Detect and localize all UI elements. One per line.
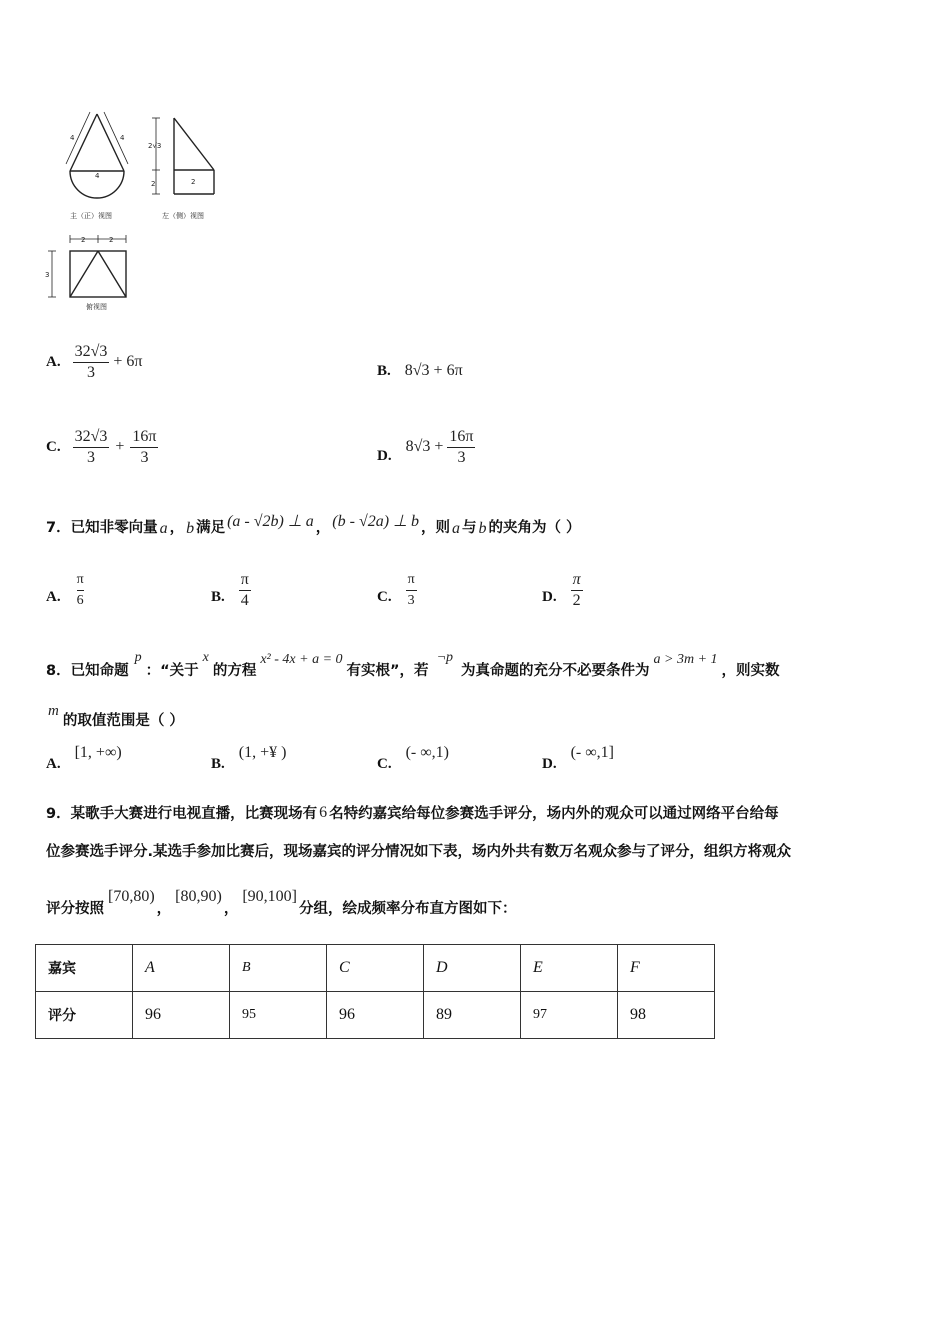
stem-text: 与 [462,519,477,536]
fraction [75,571,86,610]
score-cell: 96 [327,992,424,1039]
q6-option-b[interactable] [377,362,463,380]
dim-top-right: 2 [109,236,114,244]
stem-text: ， [223,901,239,917]
stem-text: 的取值范围是（ ） [62,713,184,729]
numerator: π [76,571,84,587]
stem-text: ， [169,519,185,536]
denominator: 3 [407,592,415,608]
denominator: 6 [77,590,84,610]
fraction [73,343,110,382]
stem-text: 满足 [196,519,226,536]
var-p: p [134,650,142,665]
q6-option-a[interactable] [46,340,142,384]
guest-cell: B [230,945,327,992]
option-label: D. [542,588,557,605]
stem-text: ， [315,519,331,536]
q7-option-b[interactable] [211,568,251,612]
numerator: π [571,571,583,591]
denominator: 3 [140,448,149,466]
stem-text: 有实根”，若 [346,663,429,679]
denominator: 3 [457,448,466,466]
option-label: A. [46,353,61,370]
interval: (- ∞,1) [405,744,449,761]
condition-2: (b - √2a) ⊥ b [332,513,419,530]
var-m: m [48,703,59,719]
denominator: 3 [86,363,95,381]
side-view-caption: 左（侧）视图 [162,212,204,220]
q7-option-d[interactable] [542,568,583,612]
numerator: π [406,571,417,591]
neg-p: ¬p [436,650,454,665]
stem-text: ，则实数 [721,663,780,679]
stem-text: ，则 [421,519,450,536]
q8-option-a[interactable] [46,744,122,773]
guest-cell: A [133,945,230,992]
score-cell: 95 [230,992,327,1039]
denominator: 3 [86,448,95,466]
stem-text: 分组，绘成频率分布直方图如下： [298,901,517,917]
stem-text: 已知命题 [70,663,129,679]
numerator: π [239,571,251,591]
var-b: b [478,520,487,537]
option-label: D. [542,756,557,772]
fraction [406,571,417,610]
var-b: b [186,520,195,537]
guest-score-table [35,944,715,1039]
stem-text: 评分按照 [46,901,104,917]
condition: a > 3m + 1 [653,652,718,667]
stem-text: 的方程 [212,663,257,679]
denominator: 4 [240,591,249,609]
guest-cell: F [618,945,715,992]
fraction [130,428,158,467]
stem-text: 的夹角为（ ） [488,519,581,536]
plus-sign: + [115,438,125,455]
option-label: B. [211,756,225,772]
question-9-line3 [46,888,516,918]
option-label: C. [46,438,61,455]
numerator: 32√3 [73,428,110,448]
guest-cell: D [424,945,521,992]
expr-lead: 8√3 + [405,438,444,455]
q6-option-c[interactable] [46,424,158,470]
question-number: 7． [46,519,71,536]
score-cell: 96 [133,992,230,1039]
table-row [36,945,715,992]
var-x: x [202,650,209,665]
guest-cell: E [521,945,618,992]
three-view-drawing [44,104,218,316]
expr-tail: + 6π [113,353,143,370]
question-number: 9． [46,806,71,822]
interval-1: [70,80) [108,888,155,905]
table-row [36,992,715,1039]
q8-option-c[interactable] [377,744,449,773]
option-label: B. [377,362,391,379]
stem-text: ：“关于 [145,663,199,679]
stem-text: 名特约嘉宾给每位参赛选手评分，场内外的观众可以通过网络平台给每 [329,806,779,822]
dim-slant-right: 4 [120,134,125,142]
three-view-figure [44,104,218,316]
q7-option-a[interactable] [46,568,86,612]
interval-2: [80,90) [175,888,222,905]
dim-side-base: 2 [191,178,196,186]
interval: [1, +∞) [74,744,122,761]
interval-3: [90,100] [242,888,297,905]
number-six: 6 [319,803,328,821]
question-7-stem [46,512,581,540]
interval: (1, +¥ ) [238,744,287,761]
q8-option-d[interactable] [542,744,614,773]
dim-diameter: 4 [95,172,100,180]
question-8-stem-line1 [46,650,780,680]
interval: (- ∞,1] [570,744,614,761]
front-view-caption: 主（正）视图 [70,212,112,220]
equation: x² - 4x + a = 0 [260,652,343,667]
stem-text: ， [156,901,172,917]
question-number: 8． [46,663,71,679]
expr: 8√3 + 6π [404,362,463,379]
dim-height-top: 2√3 [148,142,162,150]
dim-slant-left: 4 [70,134,75,142]
option-label: A. [46,588,61,605]
option-label: B. [211,588,225,605]
fraction [239,571,251,610]
question-8-stem-line2 [46,702,184,730]
question-9-line2 [46,840,791,861]
var-a: a [452,520,460,537]
numerator: 32√3 [73,343,110,363]
q7-option-c[interactable] [377,568,417,612]
numerator: 16π [447,428,475,448]
question-9-line1 [46,802,779,823]
top-view-caption: 俯视图 [86,303,107,311]
row-header: 评分 [36,992,133,1039]
stem-text: 位参赛选手评分.某选手参加比赛后，现场嘉宾的评分情况如下表，场内外共有数万名观众参与了评分，组织方将观众 [46,844,792,860]
score-cell: 97 [521,992,618,1039]
var-a: a [159,520,168,537]
score-cell: 98 [618,992,715,1039]
option-label: C. [377,756,392,772]
dim-top-height: 3 [45,271,50,279]
fraction [447,428,475,467]
dim-height-bottom: 2 [151,180,156,188]
q6-option-d[interactable] [377,424,475,470]
row-header: 嘉宾 [36,945,133,992]
option-label: D. [377,447,392,464]
dim-top-left: 2 [81,236,86,244]
guest-cell: C [327,945,424,992]
condition-1: (a - √2b) ⊥ a [227,513,314,530]
numerator: 16π [130,428,158,448]
option-label: A. [46,756,61,772]
score-cell: 89 [424,992,521,1039]
stem-text: 为真命题的充分不必要条件为 [461,663,650,679]
fraction [571,571,583,610]
stem-text: 某歌手大赛进行电视直播，比赛现场有 [70,806,318,822]
stem-text: 已知非零向量 [70,519,158,536]
option-label: C. [377,588,392,605]
fraction [73,428,110,467]
denominator: 2 [572,591,581,609]
q8-option-b[interactable] [211,744,286,773]
